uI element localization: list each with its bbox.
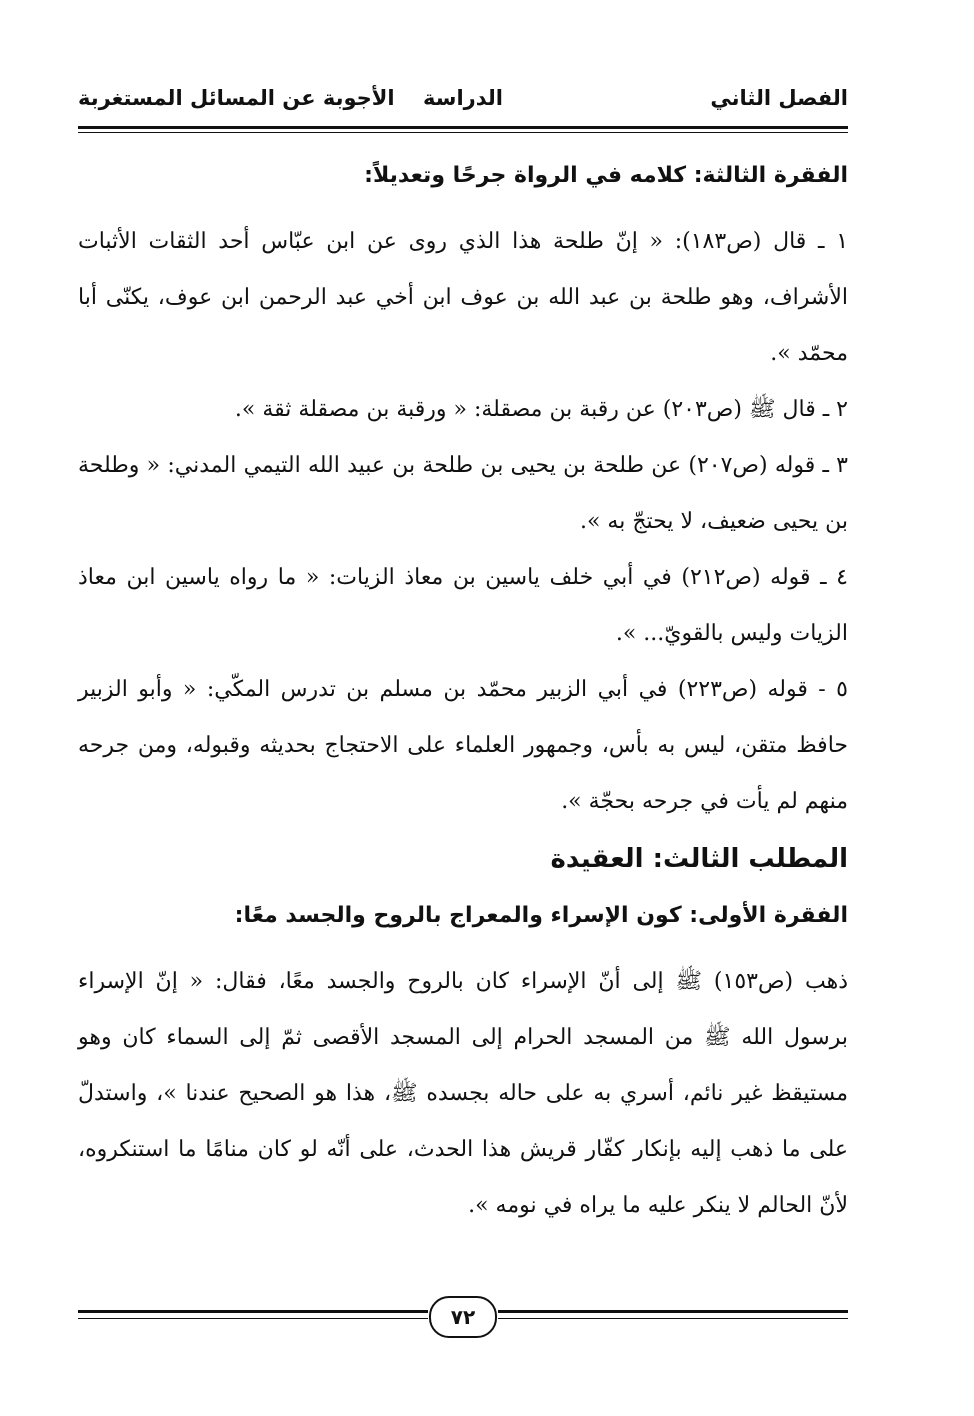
footer-rule-right bbox=[498, 1310, 848, 1313]
page-number: ٧٢ bbox=[429, 1296, 497, 1338]
section-heading-creed: المطلب الثالث: العقيدة bbox=[550, 844, 848, 874]
page-footer bbox=[78, 1296, 848, 1340]
header-rule bbox=[78, 126, 848, 129]
running-header bbox=[78, 78, 848, 118]
item-5: ٥ - قوله (ص٢٢٣) في أبي الزبير محمّد بن مسلم بن تدرس المكّي: « وأبو الزبير حافظ متقن، ليس به بأس، وجمهور العلماء على الاحتجاج بحديثه وقبوله، ومن جرحه منهم لم يأت في جرحه بحجّة ». bbox=[78, 677, 848, 814]
item-3: ٣ ـ قوله (ص٢٠٧) عن طلحة بن يحيى بن طلحة بن عبيد الله التيمي المدني: « وطلحة بن يحيى ضعيف، لا يحتجّ به ». bbox=[78, 453, 848, 534]
item-4: ٤ ـ قوله (ص٢١٢) في أبي خلف ياسين بن معاذ الزيات: « ما رواه ياسين ابن معاذ الزيات وليس بالقويّ... ». bbox=[78, 565, 848, 646]
header-rule-thin bbox=[78, 132, 848, 133]
footer-rule-left bbox=[78, 1310, 428, 1313]
header-chapter: الفصل الثاني bbox=[710, 86, 848, 110]
header-book-title: الأجوبة عن المسائل المستغربة bbox=[78, 86, 395, 110]
item-2: ٢ ـ قال ﷺ (ص٢٠٣) عن رقبة بن مصقلة: « ورقبة بن مصقلة ثقة ». bbox=[234, 397, 848, 422]
footer-rule-left-thin bbox=[78, 1318, 428, 1319]
subheading-narrators: الفقرة الثالثة: كلامه في الرواة جرحًا وتعديلاً: bbox=[364, 163, 848, 188]
item-1: ١ ـ قال (ص١٨٣): « إنّ طلحة هذا الذي روى عن ابن عبّاس أحد الثقات الأثبات الأشراف، وهو طلحة بن عبد الله بن عوف ابن أخي عبد الرحمن ابن عوف، يكنّى أبا محمّد ». bbox=[78, 229, 849, 366]
header-section: الدراسة bbox=[423, 86, 503, 110]
footer-rule-right-thin bbox=[498, 1318, 848, 1319]
page-body bbox=[78, 148, 848, 1234]
subheading-isra: الفقرة الأولى: كون الإسراء والمعراج بالروح والجسد معًا: bbox=[234, 903, 848, 928]
paragraph-isra: ذهب (ص١٥٣) ﷺ إلى أنّ الإسراء كان بالروح والجسد معًا، فقال: « إنّ الإسراء برسول الله ﷺ من المسجد الحرام إلى المسجد الأقصى ثمّ إلى السماء كان وهو مستيقظ غير نائم، أسري به على حاله بجسده ﷺ، هذا هو الصحيح عندنا »، واستدلّ على ما ذهب إليه بإنكار كفّار قريش هذا الحدث، على أنّه لو كان منامًا ما استنكروه، لأنّ الحالم لا ينكر عليه ما يراه في نومه ». bbox=[78, 969, 848, 1218]
